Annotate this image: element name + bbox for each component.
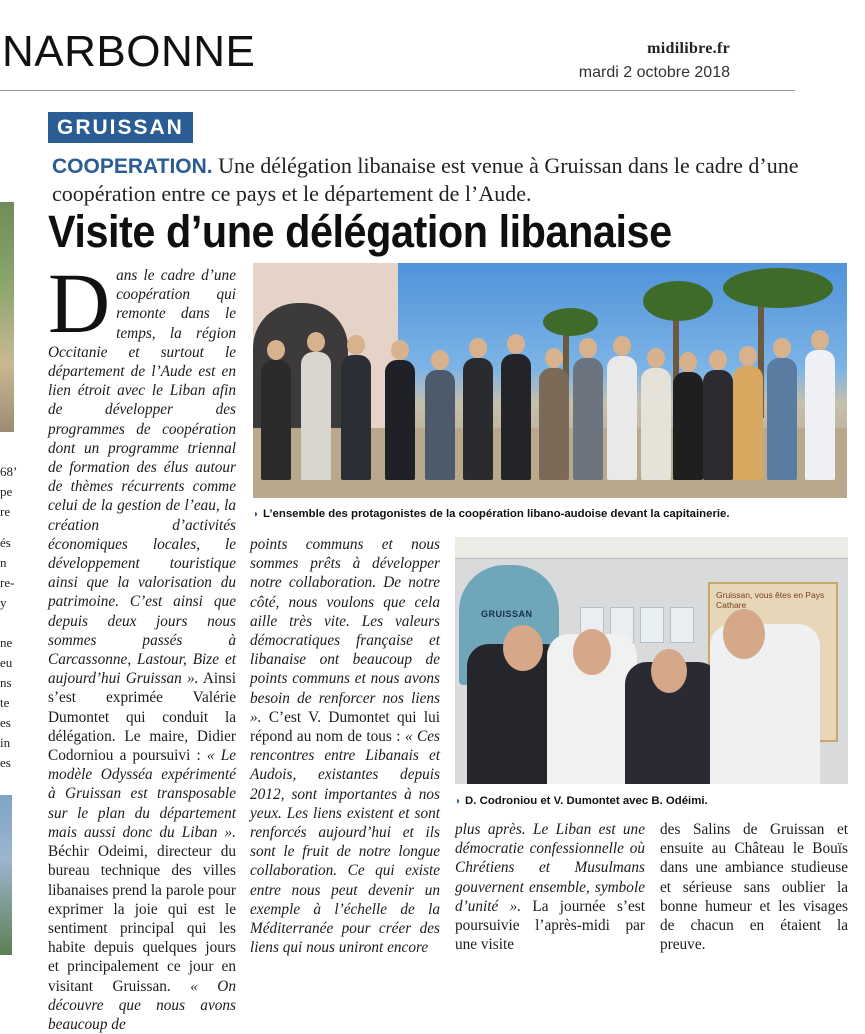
adjacent-text-fragment: y	[0, 595, 7, 610]
adjacent-text-fragment: eu	[0, 655, 13, 670]
quote-text: ans le cadre d’une coopération qui remonte dans le temps, la région Occitanie et surtout le département de l’Aude est en lien étroit avec le Liban afin de développer des programmes de coopération dont un programme triennal de formation des élus autour de thèmes récurrents comme celui de la gestion de l’eau, la création d’activités économiques locales, le développement touristique ainsi que la valorisation du patrimoine. C’est ainsi que depuis deux jours nous sommes passés à Carcassonne, Lastour, Bize et aujourd’hui Gruissan ».	[48, 267, 236, 688]
officials-photo	[455, 537, 848, 784]
quote-text: « Ces rencontres entre Libanais et Audois, existantes depuis 2012, sont importantes à nos yeux. Les liens existent et sont renforcés aujourd’hui et ils sont le fruit de notre longue collaboration. Ce qui existe entre nous peut devenir un exemple à l’échelle de la Méditerranée pour créer des liens qui nous uniront encore	[250, 728, 441, 957]
caption-text: D. Codroniou et V. Dumontet avec B. Odéimi.	[465, 795, 708, 807]
lead-keyword: COOPERATION.	[52, 155, 213, 178]
group-photo-caption	[253, 508, 730, 520]
quote-text: « On découvre que nous avons beaucoup de	[48, 977, 236, 1033]
adjacent-text-fragment: re-	[0, 575, 15, 590]
drop-cap: D	[48, 255, 111, 351]
adjacent-photo-top	[0, 202, 14, 432]
quote-text: « Le modèle Odysséa expérimenté à Gruissan est transposable sur le plan du département mais aussi donc du Liban ».	[48, 747, 236, 841]
caption-marker-icon: ◗	[253, 509, 260, 520]
adjacent-text-fragment: pe	[0, 484, 13, 499]
officials-photo-caption	[455, 795, 708, 807]
issue-date: mardi 2 octobre 2018	[578, 64, 730, 81]
adjacent-text-fragment: es	[0, 715, 11, 730]
quote-text: points communs et nous sommes prêts à développer notre collaboration. De notre côté, nous voulons que cela aille très vite. Les valeurs démocratiques française et libanaise ont beaucoup de points communs et nous avons besoin de renforcer nos liens ».	[250, 536, 440, 726]
header-divider	[0, 90, 795, 91]
body-text: des Salins de Gruissan et ensuite au Château le Bouïs dans une ambiance studieuse et sérieuse sans oublier la bonne humeur et les visages de chacun en étaient la preuve.	[660, 821, 848, 954]
adjacent-text-fragment: n	[0, 555, 7, 570]
body-text: Béchir Odeimi, directeur du bureau technique des villes libanaises prend la parole pour exprimer la joie qui est le sentiment principal qui les habite depuis quelques jours et principalement ce jour en visitant Gruissan.	[48, 843, 236, 995]
adjacent-text-fragment: 68’	[0, 464, 18, 479]
adjacent-text-fragment: re	[0, 504, 11, 519]
article-headline: Visite d’une délégation libanaise	[48, 206, 672, 257]
body-text: La journée s’est poursuivie l’après-midi par une visite	[455, 897, 645, 954]
adjacent-article-strip	[0, 190, 18, 960]
caption-marker-icon: ◗	[455, 796, 462, 807]
article-lead	[52, 152, 822, 207]
adjacent-text-fragment: ne	[0, 635, 13, 650]
adjacent-text-fragment: és	[0, 535, 11, 550]
body-text: C’est V. Dumontet qui lui répond au nom de tous :	[250, 708, 440, 746]
article-column-1	[48, 255, 236, 1034]
newspaper-site[interactable]: midilibre.fr	[647, 40, 730, 57]
adjacent-text-fragment: ns	[0, 675, 12, 690]
section-city-title: NARBONNE	[2, 27, 256, 76]
adjacent-text-fragment: te	[0, 695, 10, 710]
lead-text: Une délégation libanaise est venue à Gruissan dans le cadre d’une coopération entre ce pays et le département de l’Aude.	[52, 153, 799, 206]
panel-text: GRUISSAN	[481, 609, 533, 619]
display-text: Gruissan, vous êtes en Pays Cathare	[716, 590, 825, 610]
body-text: Ainsi s’est exprimée Valérie Dumontet qui conduit la délégation. Le maire, Didier Codorniou a poursuivi :	[48, 670, 236, 765]
group-photo	[253, 263, 847, 498]
adjacent-text-fragment: es	[0, 755, 11, 770]
article-column-2	[250, 535, 440, 957]
caption-text: L’ensemble des protagonistes de la coopération libano-audoise devant la capitainerie.	[263, 508, 730, 520]
quote-text: plus après. Le Liban est une démocratie confessionnelle où Chrétiens et Musulmans gouvernent ensemble, symbole d’unité ».	[455, 821, 645, 915]
location-rubric: GRUISSAN	[48, 112, 193, 143]
article-column-4	[660, 820, 848, 954]
adjacent-photo-bottom	[0, 795, 12, 955]
adjacent-text-fragment: in	[0, 735, 11, 750]
article-column-3	[455, 820, 645, 954]
